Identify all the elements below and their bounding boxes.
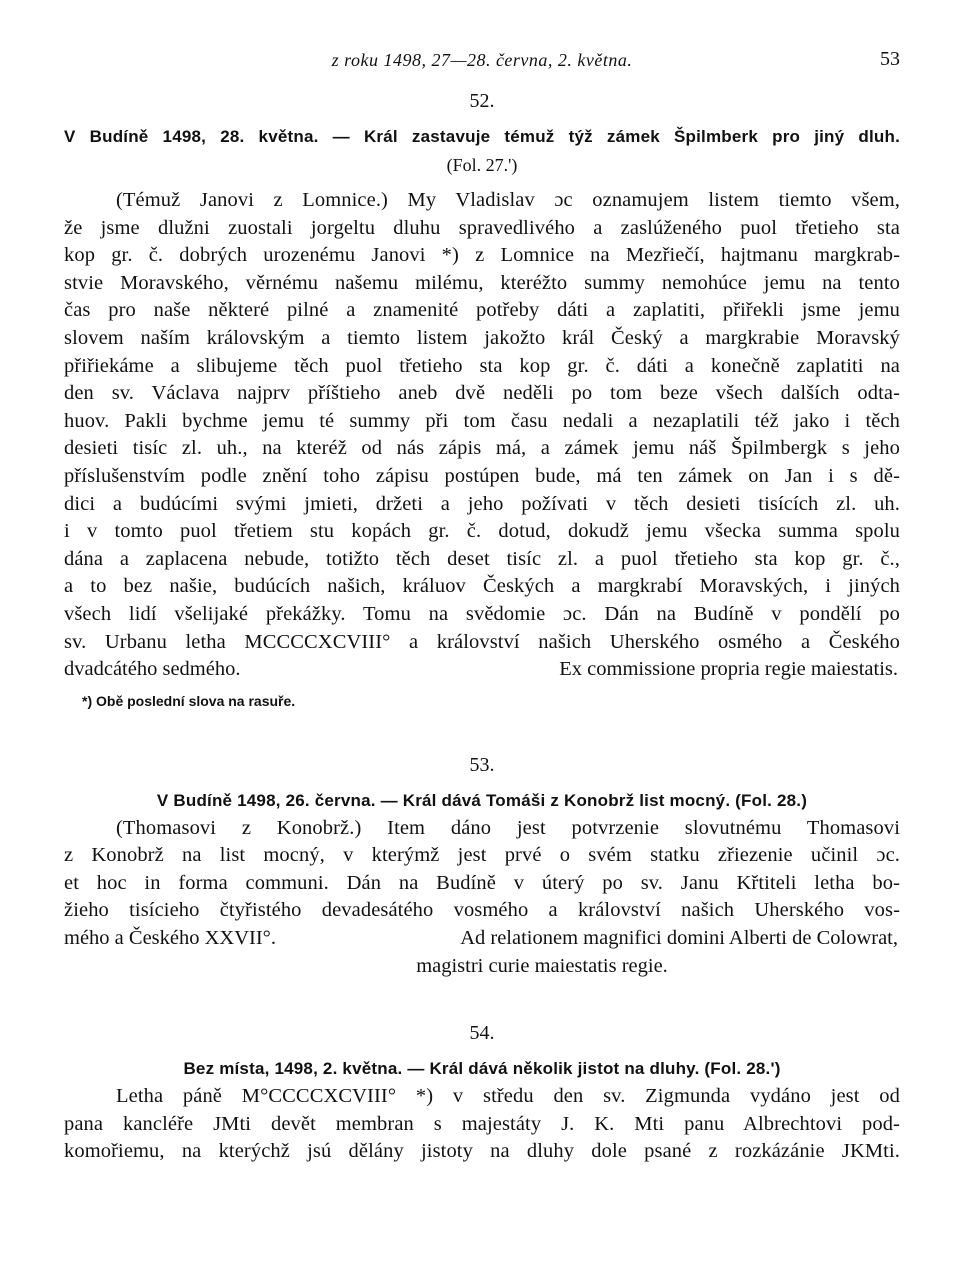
entry-number: 54. — [469, 1022, 495, 1045]
text-line: přiřiekáme a slibujeme těch puol třetieho sta kop gr. č. dáti a konečně zaplatiti na — [64, 354, 900, 377]
text-line: den sv. Václava najprv příštieho aneb dvě neděli po tom beze všech dalších odta- — [64, 382, 900, 405]
page-number: 53 — [880, 48, 900, 70]
footnote: *) Obě poslední slova na rasuře. — [82, 692, 296, 709]
chancery-note: Ex commissione propria regie maiestatis. — [559, 658, 898, 681]
entry-number: 52. — [469, 90, 495, 112]
text-line: (Témuž Janovi z Lomnice.) My Vladislav ɔc oznamujem listem tiemto všem, — [116, 189, 900, 211]
text-line: čas pro naše některé pilné a znamenité potřeby dáti a zaplatiti, přiřekli jsme jemu — [64, 299, 900, 322]
text-line: stvie Moravského, věrnému našemu milému, kteréžto summy nemohúce jemu na tento — [64, 271, 900, 294]
closing-text: mého a Českého XXVII°. — [64, 927, 277, 950]
entry-number: 53. — [469, 753, 495, 776]
text-line: a to bez našie, budúcích našich, králuov Českých a margkrabí Moravských, i jiných — [64, 575, 900, 598]
text-line: desieti tisíc zl. uh., na kteréž od nás zápis má, a zámek jemu náš Špilmbergk s jeho — [64, 437, 900, 460]
text-line: dána a zaplacena nebude, totižto těch deset tisíc zl. a puol třetieho sta kop gr. č., — [64, 547, 900, 570]
entry-52 — [64, 90, 900, 712]
entry-header: Bez místa, 1498, 2. května. — Král dává několik jistot na dluhy. (Fol. 28.') — [183, 1059, 781, 1079]
text-line: sv. Urbanu letha MCCCCXCVIII° a království našich Uherského osmého a Českého — [64, 630, 900, 653]
entry-header: V Budíně 1498, 26. června. — Král dává Tomáši z Konobrž list mocný. (Fol. 28.) — [156, 790, 808, 810]
entry-54 — [64, 1022, 900, 1166]
text-line: z Konobrž na list mocný, v kterýmž jest prvé o svém statku zřiezenie učinil ɔc. — [64, 844, 900, 867]
text-line: kop gr. č. dobrých urozenému Janovi *) z Lomnice na Mezřiečí, hajtmanu margkrab- — [64, 244, 900, 267]
entry-53 — [64, 754, 900, 981]
text-line: příslušenstvím podle znění toho zápisu postúpen bude, má ten zámek on Jan i s dě- — [64, 464, 900, 487]
folio-reference: (Fol. 27.') — [446, 155, 518, 175]
text-line: i v tomto puol třetiem stu kopách gr. č. dotud, dokudž jemu všecka summa spolu — [64, 520, 900, 543]
text-line: komořiemu, na kterýchž jsú dělány jistoty na dluhy dole psané z rozkázánie JKMti. — [64, 1140, 900, 1163]
text-line: (Thomasovi z Konobrž.) Item dáno jest potvrzenie slovutnému Thomasovi — [116, 816, 900, 839]
text-line: huov. Pakli bychme jemu té summy při tom času nedali a nezaplatili též jako i těch — [64, 409, 900, 432]
closing-row — [64, 656, 900, 684]
running-title: z roku 1498, 27—28. června, 2. května. — [331, 50, 633, 70]
text-line: Letha páně M°CCCCXCVIII° *) v středu den sv. Zigmunda vydáno jest od — [116, 1085, 900, 1108]
closing-text: dvadcátého sedmého. — [64, 658, 241, 681]
chancery-note: Ad relationem magnifici domini Alberti de Colowrat, — [460, 927, 898, 950]
document-page — [64, 44, 900, 1166]
text-line: dici a budúcími svými jmieti, držeti a jeho požívati v těch desieti tisících zl. uh. — [64, 492, 900, 515]
text-line: pana kancléře JMti devět membran s majestáty J. K. Mti panu Albrechtovi pod- — [64, 1112, 900, 1135]
closing-row — [64, 925, 900, 953]
text-line: všech lidí všelijaké překážky. Tomu na svědomie ɔc. Dán na Budíně v pondělí po — [64, 602, 900, 625]
running-head — [64, 44, 900, 76]
text-line: že jsme dlužni zuostali jorgeltu dluhu spravedlivého a zaslúženého puol třetieho sta — [64, 216, 900, 239]
chancery-note-continuation: magistri curie maiestatis regie. — [416, 954, 668, 977]
text-line: slovem naším královským a tiemto listem jakožto král Český a margkrabie Moravský — [64, 326, 900, 349]
text-line: žieho tisícieho čtyřistého devadesátého vosmého a království našich Uherského vos- — [64, 899, 900, 922]
entry-header: V Budíně 1498, 28. května. — Král zastavuje témuž týž zámek Špilmberk pro jiný dluh. — [64, 127, 900, 146]
text-line: et hoc in forma communi. Dán na Budíně v úterý po sv. Janu Křtiteli letha bo- — [64, 871, 900, 894]
